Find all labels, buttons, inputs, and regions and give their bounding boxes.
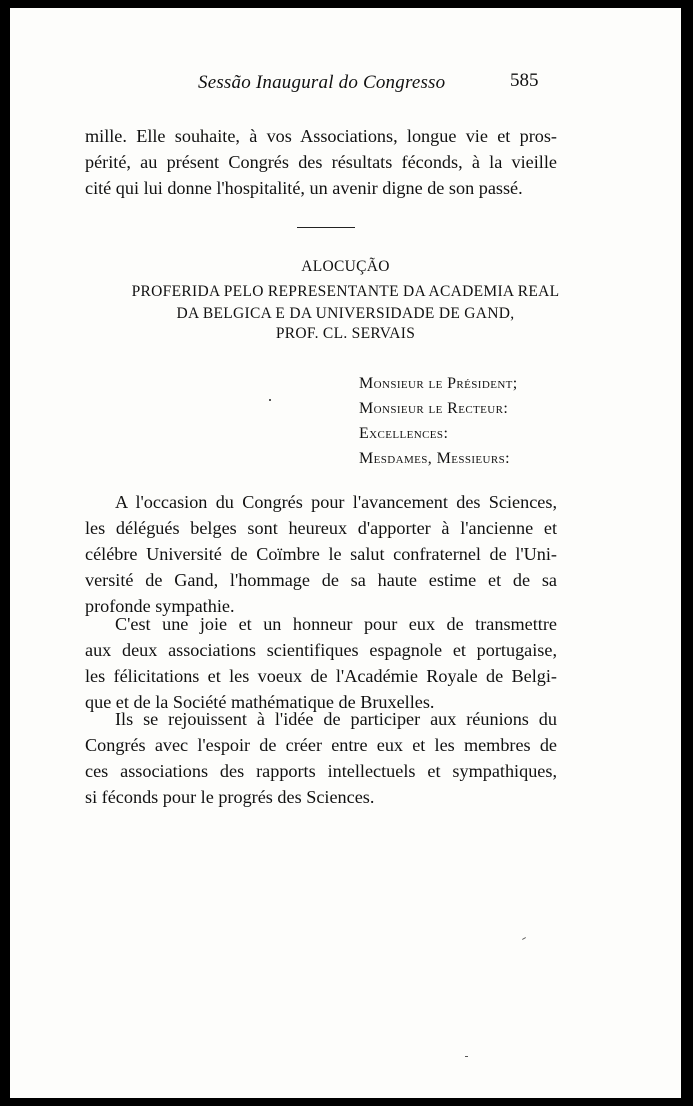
- print-speck: [269, 399, 271, 401]
- text-line: mille. Elle souhaite, à vos Associations, longue vie et pros-: [85, 126, 557, 146]
- book-page: [10, 8, 681, 1098]
- body-paragraph-3: [85, 706, 557, 810]
- running-head: [10, 72, 681, 102]
- print-speck: [522, 937, 526, 940]
- salutation-line: Monsieur le Président;: [359, 375, 518, 392]
- body-paragraph-1: [85, 489, 557, 619]
- text-line: les délégués belges sont heureux d'apporter à l'ancienne et: [85, 518, 557, 538]
- text-line: Ils se rejouissent à l'idée de participer aux réunions du: [115, 709, 557, 729]
- text-line: C'est une joie et un honneur pour eux de transmettre: [115, 614, 557, 634]
- text-line: versité de Gand, l'hommage de sa haute estime et de sa: [85, 570, 557, 590]
- salutations: [359, 371, 518, 471]
- text-line: cité qui lui donne l'hospitalité, un avenir digne de son passé.: [85, 178, 523, 198]
- text-line: les félicitations et les voeux de l'Académie Royale de Belgi-: [85, 666, 557, 686]
- heading-title: ALOCUÇÃO: [301, 258, 390, 275]
- heading-subtitle-line: DA BELGICA E DA UNIVERSIDADE DE GAND,: [176, 305, 515, 322]
- text-line: périté, au présent Congrés des résultats féconds, à la vieille: [85, 152, 557, 172]
- opening-paragraph: [85, 123, 557, 201]
- salutation-line: Excellences:: [359, 425, 449, 442]
- salutation-line: Monsieur le Recteur:: [359, 400, 509, 417]
- text-line: ces associations des rapports intellectuels et sympathiques,: [85, 761, 557, 781]
- text-line: A l'occasion du Congrés pour l'avancement des Sciences,: [115, 492, 557, 512]
- salutation-line: Mesdames, Messieurs:: [359, 450, 510, 467]
- heading-speaker: PROF. CL. SERVAIS: [275, 325, 416, 342]
- body-paragraph-2: [85, 611, 557, 715]
- text-line: aux deux associations scientifiques espagnole et portugaise,: [85, 640, 557, 660]
- text-line: profonde sympathie.: [85, 596, 235, 616]
- text-line: si féconds pour le progrés des Sciences.: [85, 787, 375, 807]
- running-title: Sessão Inaugural do Congresso: [198, 72, 446, 93]
- text-line: Congrés avec l'espoir de créer entre eux et les membres de: [85, 735, 557, 755]
- heading-subtitle-line: PROFERIDA PELO REPRESENTANTE DA ACADEMIA REAL: [131, 283, 560, 300]
- print-speck: [465, 1056, 468, 1057]
- text-line: que et de la Société mathématique de Bruxelles.: [85, 692, 435, 712]
- section-divider: [297, 227, 355, 228]
- page-number: 585: [510, 70, 539, 91]
- text-line: célébre Université de Coïmbre le salut confraternel de l'Uni-: [85, 544, 557, 564]
